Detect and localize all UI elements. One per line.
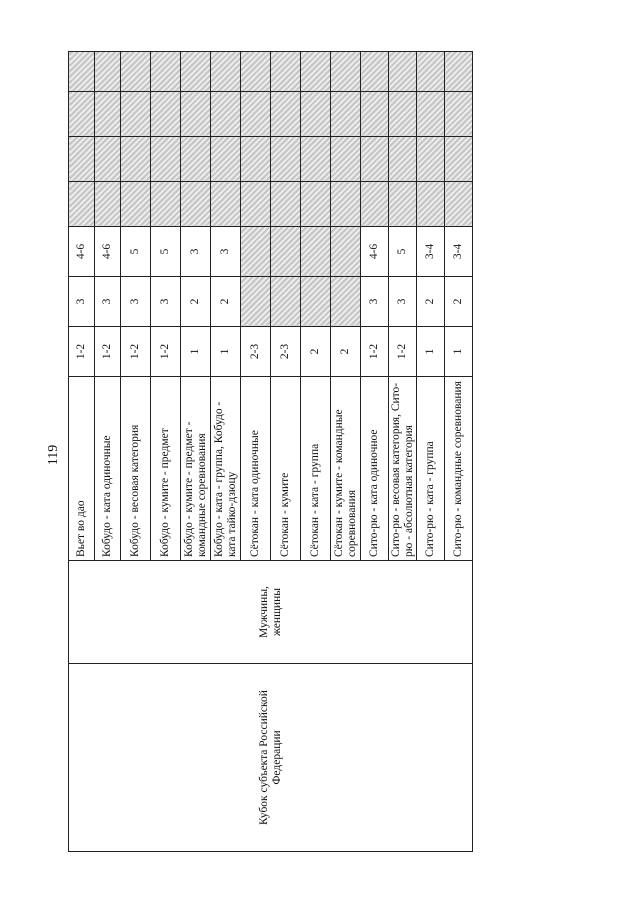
- shaded-cell: [271, 182, 301, 227]
- value-cell: 4-6: [69, 227, 95, 277]
- shaded-cell: [211, 182, 241, 227]
- discipline-cell: Кобудо - ката - группа, Кобудо - ката тайко-дзюцу: [211, 377, 241, 561]
- shaded-cell: [241, 137, 271, 182]
- discipline-cell: Сётокан - кумите: [271, 377, 301, 561]
- shaded-cell: [445, 182, 473, 227]
- shaded-cell: [331, 52, 361, 92]
- value-cell: 2-3: [271, 327, 301, 377]
- shaded-cell: [361, 137, 389, 182]
- shaded-cell: [417, 92, 445, 137]
- value-cell: 3: [95, 277, 121, 327]
- shaded-cell: [95, 92, 121, 137]
- discipline-cell: Сито-рю - ката - группа: [417, 377, 445, 561]
- shaded-cell: [151, 137, 181, 182]
- value-cell: 1: [181, 327, 211, 377]
- shaded-cell: [181, 137, 211, 182]
- value-cell: 2: [301, 327, 331, 377]
- page-number-text: 119: [46, 444, 61, 466]
- discipline-cell: Сито-рю - весовая категория, Сито-рю - абсолютная категория: [389, 377, 417, 561]
- shaded-cell: [69, 182, 95, 227]
- value-cell: 1: [445, 327, 473, 377]
- value-cell: 3: [361, 277, 389, 327]
- shaded-cell: [121, 137, 151, 182]
- shaded-cell: [95, 52, 121, 92]
- shaded-cell: [211, 92, 241, 137]
- discipline-cell: Кобудо - кумите - предмет - командные соревнования: [181, 377, 211, 561]
- shaded-cell: [331, 137, 361, 182]
- value-cell: 2: [417, 277, 445, 327]
- shaded-value-cell: [301, 277, 331, 327]
- shaded-value-cell: [301, 227, 331, 277]
- shaded-cell: [417, 52, 445, 92]
- sports-table: [68, 51, 473, 852]
- value-cell: 3: [389, 277, 417, 327]
- shaded-cell: [271, 92, 301, 137]
- shaded-cell: [181, 52, 211, 92]
- shaded-cell: [445, 52, 473, 92]
- value-cell: 5: [121, 227, 151, 277]
- shaded-value-cell: [331, 227, 361, 277]
- value-cell: 3: [69, 277, 95, 327]
- shaded-cell: [361, 182, 389, 227]
- shaded-cell: [181, 92, 211, 137]
- discipline-cell: Сётокан - кумите - командные соревнования: [331, 377, 361, 561]
- shaded-cell: [331, 182, 361, 227]
- shaded-cell: [445, 137, 473, 182]
- competition-name-cell: Кубок субъекта Российской Федерации: [69, 664, 473, 852]
- table-row: [69, 52, 95, 852]
- value-cell: 1-2: [361, 327, 389, 377]
- value-cell: 2: [181, 277, 211, 327]
- shaded-cell: [241, 182, 271, 227]
- shaded-cell: [445, 92, 473, 137]
- value-cell: 4-6: [361, 227, 389, 277]
- shaded-value-cell: [271, 227, 301, 277]
- shaded-cell: [151, 92, 181, 137]
- shaded-cell: [417, 182, 445, 227]
- discipline-cell: Сётокан - ката - группа: [301, 377, 331, 561]
- value-cell: 2: [211, 277, 241, 327]
- discipline-cell: Кобудо - весовая категория: [121, 377, 151, 561]
- value-cell: 1: [417, 327, 445, 377]
- discipline-cell: Сито-рю - командные соревнования: [445, 377, 473, 561]
- shaded-cell: [389, 52, 417, 92]
- shaded-cell: [151, 182, 181, 227]
- value-cell: 1-2: [95, 327, 121, 377]
- discipline-cell: Вьет во дао: [69, 377, 95, 561]
- shaded-cell: [301, 92, 331, 137]
- value-cell: 5: [151, 227, 181, 277]
- shaded-cell: [301, 137, 331, 182]
- discipline-cell: Кобудо - ката одиночные: [95, 377, 121, 561]
- shaded-cell: [301, 52, 331, 92]
- value-cell: 3: [151, 277, 181, 327]
- value-cell: 3: [211, 227, 241, 277]
- value-cell: 5: [389, 227, 417, 277]
- shaded-cell: [271, 137, 301, 182]
- value-cell: 3: [121, 277, 151, 327]
- shaded-cell: [151, 52, 181, 92]
- shaded-cell: [389, 92, 417, 137]
- shaded-cell: [181, 182, 211, 227]
- shaded-cell: [95, 137, 121, 182]
- shaded-cell: [121, 182, 151, 227]
- shaded-cell: [361, 52, 389, 92]
- value-cell: 2: [445, 277, 473, 327]
- value-cell: 4-6: [95, 227, 121, 277]
- shaded-cell: [69, 52, 95, 92]
- shaded-cell: [121, 92, 151, 137]
- category-cell: Мужчины, женщины: [69, 561, 473, 664]
- shaded-cell: [241, 52, 271, 92]
- shaded-cell: [211, 137, 241, 182]
- shaded-cell: [361, 92, 389, 137]
- value-cell: 1-2: [151, 327, 181, 377]
- value-cell: 2-3: [241, 327, 271, 377]
- shaded-cell: [211, 52, 241, 92]
- value-cell: 3-4: [445, 227, 473, 277]
- rotated-table-container: [68, 52, 464, 852]
- shaded-value-cell: [241, 227, 271, 277]
- value-cell: 1-2: [69, 327, 95, 377]
- shaded-cell: [241, 92, 271, 137]
- shaded-cell: [69, 92, 95, 137]
- shaded-cell: [271, 52, 301, 92]
- value-cell: 1: [211, 327, 241, 377]
- shaded-cell: [417, 137, 445, 182]
- value-cell: 3-4: [417, 227, 445, 277]
- shaded-value-cell: [331, 277, 361, 327]
- shaded-value-cell: [271, 277, 301, 327]
- shaded-cell: [121, 52, 151, 92]
- shaded-cell: [331, 92, 361, 137]
- value-cell: 2: [331, 327, 361, 377]
- shaded-cell: [69, 137, 95, 182]
- value-cell: 3: [181, 227, 211, 277]
- shaded-value-cell: [241, 277, 271, 327]
- discipline-cell: Сётокан - ката одиночные: [241, 377, 271, 561]
- discipline-cell: Сито-рю - ката одиночное: [361, 377, 389, 561]
- value-cell: 1-2: [121, 327, 151, 377]
- shaded-cell: [95, 182, 121, 227]
- shaded-cell: [389, 182, 417, 227]
- value-cell: 1-2: [389, 327, 417, 377]
- shaded-cell: [389, 137, 417, 182]
- shaded-cell: [301, 182, 331, 227]
- discipline-cell: Кобудо - кумите - предмет: [151, 377, 181, 561]
